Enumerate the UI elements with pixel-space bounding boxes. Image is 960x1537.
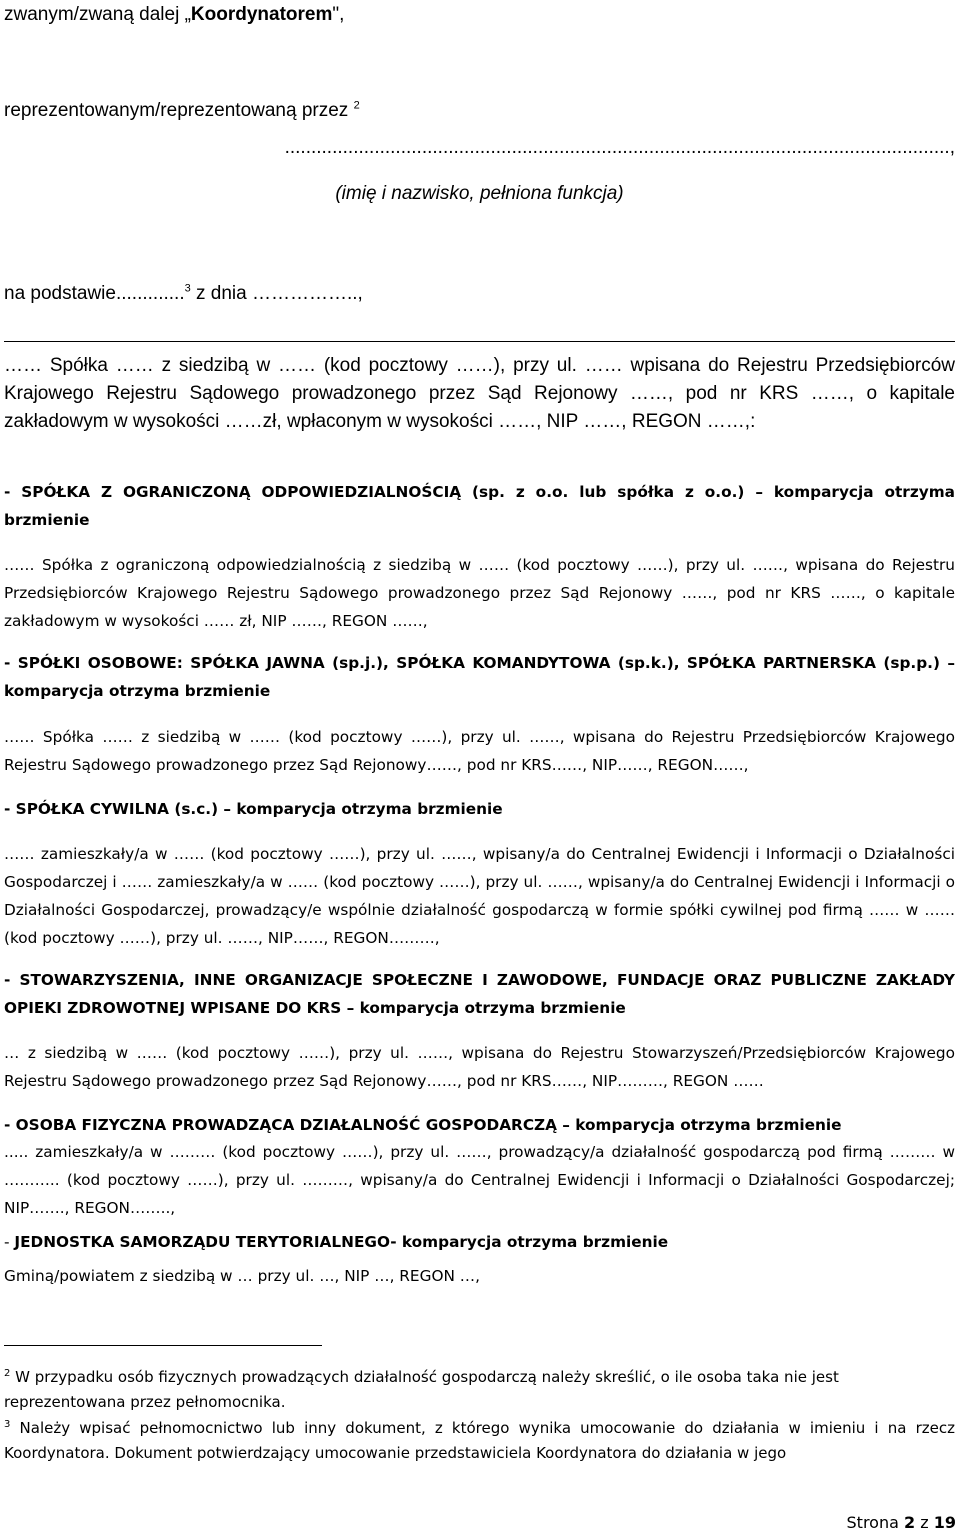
coordinator-term: Koordynatorem — [190, 4, 333, 25]
general-paragraph: …… Spółka …… z siedzibą w …… (kod pocztowy ……), przy ul. …… wpisana do Rejestru Przedsiębiorców Krajowego Rejestru Sądowego prowadzonego przez Sąd Rejonowy ……, pod nr KRS ……, o kapitale zakładowym w wysokości ……zł, wpłaconym w wysokości ……, NIP ……, REGON ……,: — [4, 355, 955, 432]
jst-heading-text: JEDNOSTKA SAMORZĄDU TERYTORIALNEGO- komparycja otrzyma brzmienie — [14, 1233, 669, 1251]
basis-line — [4, 280, 955, 308]
page-number-of: z — [920, 1513, 929, 1532]
coordinator-prefix: zwanym/zwaną dalej „ — [4, 4, 191, 25]
footnote-2-number: 2 — [4, 1368, 11, 1379]
zoo-heading: - SPÓŁKA Z OGRANICZONĄ ODPOWIEDZIALNOŚCIĄ (sp. z o.o. lub spółka z o.o.) – komparycja otrzyma brzmienie — [4, 483, 955, 529]
footnote-separator — [4, 1345, 322, 1346]
osobowe-heading: - SPÓŁKI OSOBOWE: SPÓŁKA JAWNA (sp.j.), SPÓŁKA KOMANDYTOWA (sp.k.), SPÓŁKA PARTNERSKA (sp.p.) – komparycja otrzyma brzmienie — [4, 654, 955, 700]
stowarzyszenia-paragraph: … z siedzibą w …… (kod pocztowy ……), przy ul. ……, wpisana do Rejestru Stowarzyszeń/Przedsiębiorców Krajowego Rejestru Sądowego prowadzonego przez Sąd Rejonowy……, pod nr KRS……, NIP………, REGON …… — [4, 1044, 955, 1090]
representative-caption: (imię i nazwisko, pełniona funkcja) — [335, 183, 624, 204]
footnote-2 — [4, 1365, 955, 1415]
represented-by-text: reprezentowanym/reprezentowaną przez — [4, 100, 349, 121]
jst-heading — [4, 1228, 955, 1256]
represented-by — [4, 97, 955, 125]
page-number-current: 2 — [904, 1513, 916, 1532]
page-number-label: Strona — [846, 1513, 899, 1532]
page-number-total: 19 — [933, 1513, 956, 1532]
cywilna-paragraph: …… zamieszkały/a w …… (kod pocztowy ……), przy ul. ……, wpisany/a do Centralnej Ewidencji i Informacji o Działalności Gospodarczej i …… zamieszkały/a w …… (kod pocztowy ……), przy ul. ……, wpisany/a do Centralnej Ewidencji i Informacji o Działalności Gospodarczej, prowadzący/e wspólnie działalność gospodarczą w formie spółki cywilnej pod firmą …… w …… (kod pocztowy ……), przy ul. ……, NIP……, REGON………, — [4, 845, 955, 947]
zoo-paragraph: …… Spółka z ograniczoną odpowiedzialnością z siedzibą w …… (kod pocztowy ……), przy ul. ……, wpisana do Rejestru Przedsiębiorców Krajowego Rejestru Sądowego prowadzonego przez Sąd Rejonowy ……, pod nr KRS ……, o kapitale zakładowym w wysokości …… zł, NIP ……, REGON ……, — [4, 556, 955, 630]
coordinator-definition — [4, 1, 955, 29]
basis-prefix: na podstawie............. — [4, 283, 185, 304]
basis-suffix: z dnia …………….., — [190, 283, 363, 304]
footnote-3-number: 3 — [4, 1419, 11, 1430]
footnote-3 — [4, 1416, 955, 1466]
osoba-fizyczna-heading: - OSOBA FIZYCZNA PROWADZĄCA DZIAŁALNOŚĆ GOSPODARCZĄ – komparycja otrzyma brzmienie — [4, 1116, 842, 1134]
cywilna-heading: - SPÓŁKA CYWILNA (s.c.) – komparycja otrzyma brzmienie — [4, 800, 503, 818]
coordinator-suffix: ", — [332, 4, 345, 25]
jst-paragraph: Gminą/powiatem z siedzibą w … przy ul. …, NIP …, REGON …, — [4, 1267, 480, 1285]
footnote-3-text: Należy wpisać pełnomocnictwo lub inny dokument, z którego wynika umocowanie do działania w imieniu i na rzecz Koordynatora. Dokument potwierdzający umocowanie przedstawiciela Koordynatora do działania w jego — [4, 1419, 955, 1462]
section-divider — [4, 341, 955, 342]
osobowe-paragraph: …… Spółka …… z siedzibą w …… (kod pocztowy ……), przy ul. ……, wpisana do Rejestru Przedsiębiorców Krajowego Rejestru Sądowego prowadzonego przez Sąd Rejonowy……, pod nr KRS……, NIP……, REGON……, — [4, 728, 955, 774]
footnote-ref-2: 2 — [353, 99, 360, 112]
footnote-2-text: W przypadku osób fizycznych prowadzących działalność gospodarczą należy skreślić, o ile osoba taka nie jest reprezentowana przez pełnomocnika. — [4, 1368, 839, 1411]
jst-dash: - — [4, 1233, 15, 1251]
stowarzyszenia-heading: - STOWARZYSZENIA, INNE ORGANIZACJE SPOŁECZNE I ZAWODOWE, FUNDACJE ORAZ PUBLICZNE ZAKŁADY OPIEKI ZDROWOTNEJ WPISANE DO KRS – komparycja otrzyma brzmienie — [4, 971, 955, 1017]
page-number — [847, 1512, 956, 1534]
representative-dots: .............................................................................................................................., — [284, 137, 955, 158]
footnote-ref-3: 3 — [184, 282, 191, 295]
osoba-fizyczna-paragraph: ..... zamieszkały/a w ……… (kod pocztowy ……), przy ul. ……, prowadzący/a działalność gospodarczą pod firmą ……… w ……….. (kod pocztowy ……), przy ul. ………, wpisany/a do Centralnej Ewidencji i Informacji o Działalności Gospodarczej; NIP……., REGON…….., — [4, 1143, 955, 1217]
